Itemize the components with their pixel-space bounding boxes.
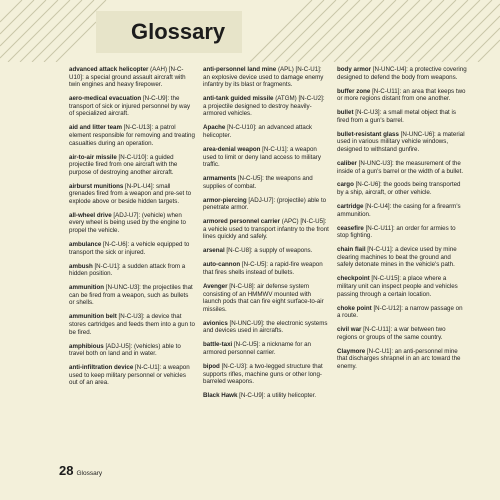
- glossary-term: area-denial weapon: [203, 145, 261, 153]
- glossary-term: avionics: [203, 319, 228, 327]
- glossary-term: Claymore: [337, 347, 366, 355]
- glossary-term: caliber: [337, 159, 357, 167]
- glossary-definition: [N-C-U10]: an advanced attack helicopter.: [203, 124, 313, 139]
- glossary-entry: [203, 124, 329, 139]
- glossary-term: air-to-air missile: [69, 153, 117, 161]
- glossary-term: anti-personnel land mine: [203, 66, 277, 73]
- glossary-term: all-wheel drive: [69, 211, 112, 219]
- glossary-definition: [N-C-U6]: a vehicle equipped to transport the sick or injured.: [69, 241, 190, 256]
- glossary-term: bullet-resistant glass: [337, 130, 399, 138]
- glossary-definition: [N-PL-U4]: small grenades fired from a weapon and pre-set to explode above or beside hidden targets.: [69, 182, 192, 205]
- glossary-term: body armor: [337, 66, 372, 73]
- glossary-entry: [337, 160, 467, 175]
- glossary-term: ambush: [69, 262, 93, 270]
- glossary-definition: [N-C-U12]: a narrow passage on a route.: [337, 304, 463, 320]
- glossary-entry: [203, 320, 329, 335]
- glossary-definition: [N-C-U13]: a patrol element responsible for removing and treating casualties during an operation.: [69, 124, 195, 147]
- glossary-definition: [N-C-U5]: the weapons and supplies of combat.: [203, 175, 313, 190]
- glossary-term: anti-tank guided missile: [203, 95, 274, 103]
- glossary-definition: [N-C-U3]: a small metal object that is fired from a gun's barrel.: [337, 109, 456, 124]
- glossary-definition: [N-C-U1]: a sudden attack from a hidden position.: [69, 262, 186, 278]
- glossary-entry: [203, 175, 329, 190]
- glossary-definition: [N-C-U6]: the goods being transported by a ship, aircraft, or other vehicle.: [337, 181, 461, 197]
- glossary-entry: [337, 88, 467, 103]
- glossary-definition: [ADJ-U7]: (projectile) able to penetrate armor.: [203, 196, 327, 212]
- glossary-definition: [N-C-U5]: a rapid-fire weapon that fires shells instead of bullets.: [203, 261, 323, 276]
- glossary-entry: [337, 246, 467, 269]
- glossary-term: Black Hawk: [203, 392, 238, 400]
- glossary-term: bullet: [337, 109, 354, 117]
- glossary-term: armaments: [203, 175, 237, 183]
- glossary-term: aero-medical evacuation: [69, 95, 142, 103]
- title-banner: [96, 11, 242, 53]
- glossary-definition: [N-C-U1]: an anti-personnel mine that discharges shrapnel in an arc toward the enemy.: [337, 347, 461, 370]
- glossary-entry: [69, 66, 195, 89]
- glossary-definition: [N-C-U11]: an order for armies to stop fighting.: [337, 224, 456, 240]
- glossary-entry: [69, 212, 195, 235]
- glossary-term: checkpoint: [337, 275, 370, 283]
- glossary-definition: (APC) [N-C-U5]: a vehicle used to transport infantry to the front lines quickly and safely.: [203, 218, 329, 241]
- glossary-term: bipod: [203, 362, 220, 370]
- glossary-column-3: [337, 66, 467, 377]
- glossary-term: arsenal: [203, 247, 225, 255]
- glossary-definition: [ADJ-U7]: (vehicle) when every wheel is being used by the engine to propel the vehicle.: [69, 211, 186, 235]
- page-footer: [59, 463, 102, 479]
- glossary-entry: [337, 131, 467, 154]
- glossary-definition: [N-UNC-U3]: the measurement of the inside of a gun's barrel or the width of a bullet.: [337, 159, 464, 175]
- glossary-definition: [N-C-U3]: a device that stores cartridges and feeds them into a gun to be fired.: [69, 313, 195, 336]
- glossary-term: anti-infiltration device: [69, 364, 134, 372]
- glossary-entry: [337, 348, 467, 371]
- footer-section-label: Glossary: [76, 470, 103, 477]
- page-title: Glossary: [131, 19, 226, 44]
- glossary-definition: [N-C-U1]: a weapon used to limit or deny land access to military traffic.: [203, 145, 321, 169]
- glossary-term: armor-piercing: [203, 196, 247, 204]
- glossary-term: Avenger: [203, 282, 228, 290]
- glossary-term: advanced attack helicopter: [69, 66, 149, 73]
- glossary-entry: [337, 181, 467, 196]
- glossary-entry: [203, 95, 329, 118]
- glossary-term: ammunition: [69, 284, 105, 292]
- glossary-entry: [337, 275, 467, 298]
- glossary-entry: [337, 109, 467, 124]
- glossary-definition: [N-UNC-U6]: a material used in various military vehicle windows, designed to withstand gunfire.: [337, 130, 465, 153]
- glossary-entry: [203, 283, 329, 313]
- glossary-entry: [69, 124, 195, 147]
- glossary-definition: [N-C-U11]: an area that keeps two or more regions distant from one another.: [337, 87, 466, 103]
- glossary-entry: [69, 313, 195, 336]
- glossary-term: ammunition belt: [69, 313, 117, 321]
- glossary-definition: [N-C-U11]: a war between two regions or groups of the same country.: [337, 326, 446, 341]
- glossary-term: cargo: [337, 181, 354, 189]
- glossary-definition: [N-UNC-U9]: the electronic systems and devices used in aircrafts.: [203, 319, 328, 335]
- glossary-entry: [203, 363, 329, 386]
- glossary-definition: [N-C-U9]: the transport of sick or injured personnel by way of specialized aircraft.: [69, 95, 191, 118]
- glossary-entry: [337, 203, 467, 218]
- glossary-definition: [ADJ-U5]: (vehicles) able to travel both on land and in water.: [69, 342, 181, 358]
- glossary-entry: [337, 66, 467, 81]
- glossary-column-2: [203, 66, 329, 406]
- glossary-entry: [203, 146, 329, 169]
- glossary-entry: [203, 247, 329, 255]
- glossary-definition: [N-C-U5]: a nickname for an armored personnel carrier.: [203, 341, 311, 356]
- glossary-definition: [N-C-U8]: a supply of weapons.: [224, 247, 313, 255]
- glossary-term: choke point: [337, 304, 372, 312]
- glossary-term: ambulance: [69, 241, 102, 249]
- glossary-entry: [69, 263, 195, 278]
- glossary-definition: (ATGM) [N-C-U2]: a projectile designed to destroy heavily-armored vehicles.: [203, 95, 325, 118]
- glossary-term: ceasefire: [337, 224, 364, 232]
- glossary-entry: [337, 225, 467, 240]
- glossary-definition: [N-UNC-U4]: a protective covering designed to defend the body from weapons.: [337, 66, 467, 81]
- decorative-stripes-right: [0, 0, 500, 62]
- glossary-term: Apache: [203, 124, 226, 132]
- glossary-term: armored personnel carrier: [203, 218, 281, 226]
- glossary-entry: [203, 261, 329, 276]
- glossary-entry: [69, 364, 195, 387]
- glossary-entry: [203, 197, 329, 212]
- glossary-definition: [N-C-U15]: a place where a military unit can inspect people and vehicles passing through a certain location.: [337, 275, 458, 298]
- glossary-entry: [203, 66, 329, 89]
- glossary-entry: [337, 326, 467, 341]
- glossary-entry: [69, 241, 195, 256]
- glossary-entry: [203, 392, 329, 400]
- glossary-definition: [N-C-U4]: the casing for a firearm's ammunition.: [337, 203, 461, 218]
- glossary-entry: [203, 341, 329, 356]
- glossary-term: amphibious: [69, 342, 104, 350]
- glossary-definition: [N-C-U1]: a weapon used to keep military personnel or vehicles out of an area.: [69, 364, 190, 387]
- glossary-term: aid and litter team: [69, 124, 122, 132]
- glossary-definition: [N-C-U8]: air defense system consisting of an HMMWV mounted with launch pods that can fire eight surface-to-air missiles.: [203, 282, 324, 313]
- glossary-definition: [N-C-U10]: a guided projectile fired from one aircraft with the purpose of destroying another aircraft.: [69, 153, 178, 176]
- glossary-columns: [69, 66, 481, 446]
- glossary-definition: (AAH) [N-C-U10]: a special ground assault aircraft with twin engines and heavy firepower.: [69, 66, 186, 89]
- page-number: 28: [59, 463, 74, 478]
- glossary-definition: [N-C-U3]: a two-legged structure that supports rifles, machine guns or other long-barreled weapons.: [203, 362, 323, 386]
- glossary-definition: [N-C-U9]: a utility helicopter.: [237, 392, 317, 400]
- glossary-entry: [203, 218, 329, 241]
- glossary-definition: [N-UNC-U3]: the projectiles that can be fired from a weapon, such as bullets or shells.: [69, 284, 193, 307]
- glossary-term: auto-cannon: [203, 261, 241, 269]
- glossary-term: chain flail: [337, 246, 366, 254]
- glossary-entry: [69, 95, 195, 118]
- glossary-term: cartridge: [337, 203, 364, 211]
- glossary-entry: [337, 305, 467, 320]
- glossary-term: airburst munitions: [69, 182, 124, 190]
- glossary-entry: [69, 284, 195, 307]
- glossary-entry: [69, 183, 195, 206]
- glossary-entry: [69, 343, 195, 358]
- glossary-definition: [N-C-U1]: a device used by mine clearing machines to beat the ground and safely detonate mines in the vehicle's path.: [337, 246, 457, 269]
- glossary-entry: [69, 154, 195, 177]
- glossary-term: civil war: [337, 326, 362, 334]
- glossary-column-1: [69, 66, 195, 393]
- glossary-definition: (APL) [N-C-U1]: an explosive device used to damage enemy infantry by its blast or fragments.: [203, 66, 324, 89]
- glossary-term: battle-taxi: [203, 341, 233, 349]
- glossary-term: buffer zone: [337, 87, 371, 95]
